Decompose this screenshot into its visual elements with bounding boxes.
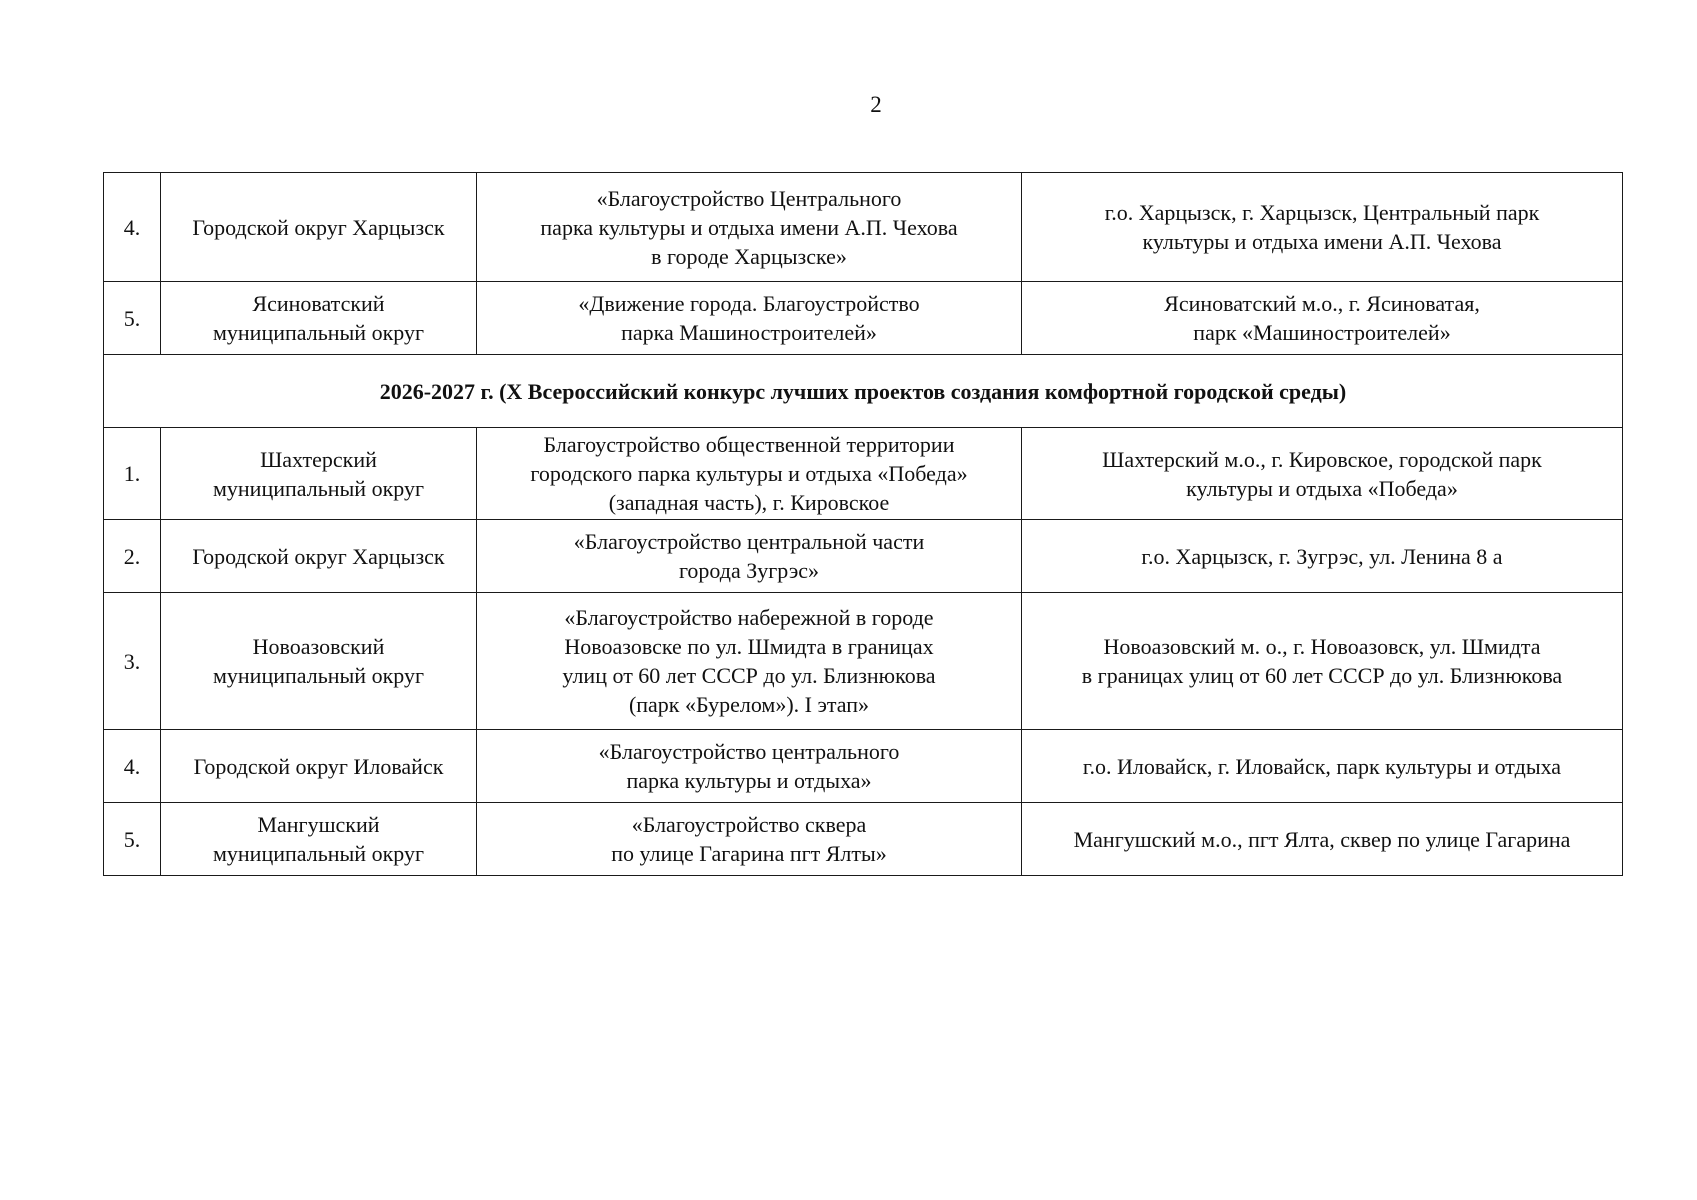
section-title: 2026-2027 г. (X Всероссийский конкурс лучших проектов создания комфортной городской среды) — [104, 355, 1623, 428]
district-cell — [161, 520, 477, 593]
district-cell — [161, 730, 477, 803]
location-cell — [1022, 803, 1623, 876]
project-cell-line: (парк «Бурелом»). I этап» — [628, 692, 870, 717]
project-cell-line: «Благоустройство центральной части — [573, 529, 925, 554]
location-cell — [1022, 520, 1623, 593]
table-row — [104, 803, 1623, 876]
table-row — [104, 593, 1623, 730]
location-cell-line: г.о. Харцызск, г. Зугрэс, ул. Ленина 8 а — [1141, 543, 1503, 569]
project-cell — [477, 593, 1022, 730]
location-cell-line: г.о. Харцызск, г. Харцызск, Центральный парк — [1104, 200, 1540, 225]
location-cell-line: г.о. Иловайск, г. Иловайск, парк культуры и отдыха — [1082, 753, 1562, 779]
location-cell-line: культуры и отдыха имени А.П. Чехова — [1142, 229, 1502, 254]
location-cell — [1022, 428, 1623, 520]
project-cell-line: по улице Гагарина пгт Ялты» — [611, 841, 887, 866]
table-row — [104, 520, 1623, 593]
project-cell-line: Благоустройство общественной территории — [543, 432, 955, 457]
project-cell-line: «Благоустройство Центрального — [596, 185, 902, 211]
project-cell-line: Новоазовске по ул. Шмидта в границах — [564, 634, 934, 659]
location-cell-line: Ясиноватский м.о., г. Ясиноватая, — [1164, 291, 1480, 316]
project-cell-line: парка культуры и отдыха» — [626, 768, 872, 793]
location-cell — [1022, 173, 1623, 282]
district-cell — [161, 428, 477, 520]
projects-table — [103, 172, 1623, 876]
project-cell — [477, 282, 1022, 355]
district-cell-line: Шахтерский — [260, 446, 377, 472]
project-cell — [477, 520, 1022, 593]
table-row — [104, 428, 1623, 520]
district-cell-line: муниципальный округ — [212, 475, 424, 501]
district-cell — [161, 173, 477, 282]
project-cell-line: городского парка культуры и отдыха «Победа» — [530, 461, 968, 486]
district-cell — [161, 803, 477, 876]
row-number: 3. — [104, 593, 161, 730]
district-cell-line: муниципальный округ — [212, 841, 424, 866]
location-cell-line: Шахтерский м.о., г. Кировское, городской парк — [1102, 446, 1542, 472]
district-cell-line: Городской округ Иловайск — [193, 753, 444, 779]
district-cell-line: Городской округ Харцызск — [192, 543, 445, 569]
project-cell — [477, 428, 1022, 520]
row-number: 2. — [104, 520, 161, 593]
district-cell-line: Ясиноватский — [252, 291, 385, 316]
location-cell — [1022, 282, 1623, 355]
table-row — [104, 173, 1623, 282]
district-cell-line: Мангушский — [257, 812, 380, 837]
district-cell — [161, 593, 477, 730]
district-cell-line: Городской округ Харцызск — [192, 214, 445, 240]
location-cell-line: парк «Машиностроителей» — [1193, 320, 1451, 345]
district-cell — [161, 282, 477, 355]
location-cell — [1022, 730, 1623, 803]
project-cell-line: «Движение города. Благоустройство — [578, 291, 920, 316]
table-row — [104, 282, 1623, 355]
project-cell-line: «Благоустройство набережной в городе — [564, 605, 934, 630]
district-cell-line: Новоазовский — [252, 634, 385, 659]
row-number: 5. — [104, 282, 161, 355]
row-number: 5. — [104, 803, 161, 876]
district-cell-line: муниципальный округ — [212, 320, 424, 345]
table-body-before — [104, 173, 1623, 355]
project-cell — [477, 173, 1022, 282]
location-cell-line: Мангушский м.о., пгт Ялта, сквер по улице Гагарина — [1073, 826, 1571, 852]
row-number: 1. — [104, 428, 161, 520]
project-cell — [477, 803, 1022, 876]
table-body-after — [104, 428, 1623, 876]
project-cell-line: в городе Харцызске» — [651, 243, 847, 269]
project-cell-line: парка Машиностроителей» — [621, 320, 877, 345]
row-number: 4. — [104, 173, 161, 282]
row-number: 4. — [104, 730, 161, 803]
project-cell-line: (западная часть), г. Кировское — [608, 490, 890, 515]
section-row — [104, 355, 1623, 428]
table-row — [104, 730, 1623, 803]
location-cell — [1022, 593, 1623, 730]
project-cell-line: улиц от 60 лет СССР до ул. Близнюкова — [562, 663, 936, 688]
project-cell-line: «Благоустройство сквера — [631, 812, 867, 837]
location-cell-line: культуры и отдыха «Победа» — [1186, 475, 1458, 501]
page-number: 2 — [870, 92, 882, 117]
project-cell-line: города Зугрэс» — [678, 558, 820, 583]
district-cell-line: муниципальный округ — [212, 663, 424, 688]
project-cell-line: парка культуры и отдыха имени А.П. Чехова — [540, 214, 958, 240]
section-block — [104, 355, 1623, 428]
project-cell-line: «Благоустройство центрального — [598, 739, 900, 764]
location-cell-line: Новоазовский м. о., г. Новоазовск, ул. Шмидта — [1103, 634, 1541, 659]
location-cell-line: в границах улиц от 60 лет СССР до ул. Близнюкова — [1081, 663, 1563, 688]
project-cell — [477, 730, 1022, 803]
